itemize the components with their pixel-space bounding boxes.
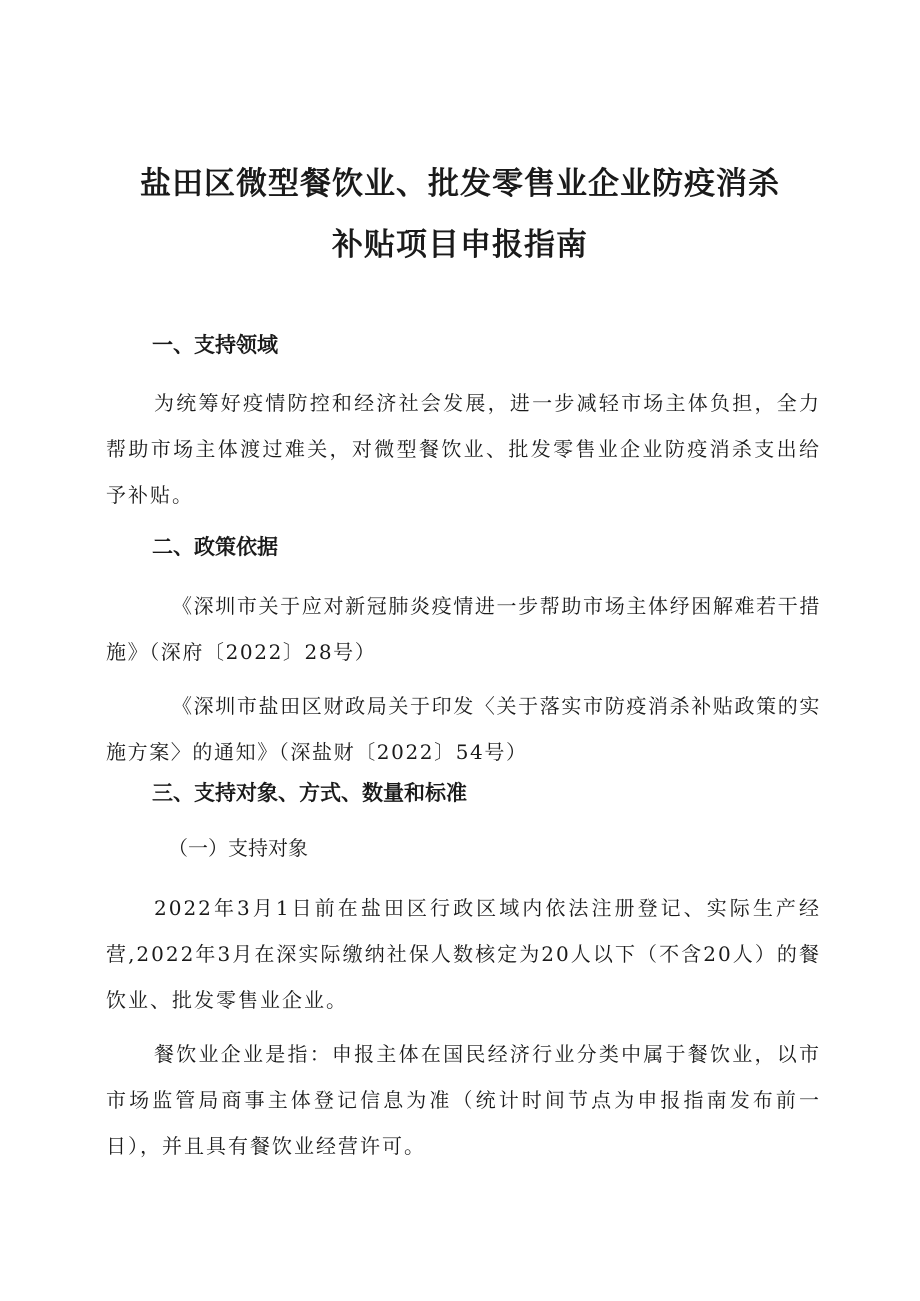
paragraph-eligibility: 2022年3月1日前在盐田区行政区域内依法注册登记、实际生产经营,2022年3月在深实际缴纳社保人数核定为20人以下（不含20人）的餐饮业、批发零售业企业。 (106, 896, 821, 1012)
paragraph-catering-definition: 餐饮业企业是指：申报主体在国民经济行业分类中属于餐饮业，以市市场监管局商事主体登记信息为准（统计时间节点为申报指南发布前一日），并且具有餐饮业经营许可。 (106, 1042, 821, 1158)
section-heading-policy-basis: 二、政策依据 (152, 535, 278, 559)
section-heading-support-targets: 三、支持对象、方式、数量和标准 (152, 781, 467, 805)
subsection-heading-support-targets: （一）支持对象 (168, 836, 308, 860)
paragraph-policy-citation-1: 《深圳市关于应对新冠肺炎疫情进一步帮助市场主体纾困解难若干措施》（深府〔2022〕28号） (106, 594, 821, 664)
paragraph-policy-citation-2: 《深圳市盐田区财政局关于印发〈关于落实市防疫消杀补贴政策的实施方案〉的通知》（深盐财〔2022〕54号） (106, 694, 821, 764)
document-title-line-1: 盐田区微型餐饮业、批发零售业企业防疫消杀 (140, 166, 780, 202)
paragraph-support-field: 为统筹好疫情防控和经济社会发展，进一步减轻市场主体负担，全力帮助市场主体渡过难关，对微型餐饮业、批发零售业企业防疫消杀支出给予补贴。 (106, 391, 821, 507)
document-title-line-2: 补贴项目申报指南 (332, 227, 588, 263)
section-heading-support-field: 一、支持领域 (152, 333, 278, 357)
